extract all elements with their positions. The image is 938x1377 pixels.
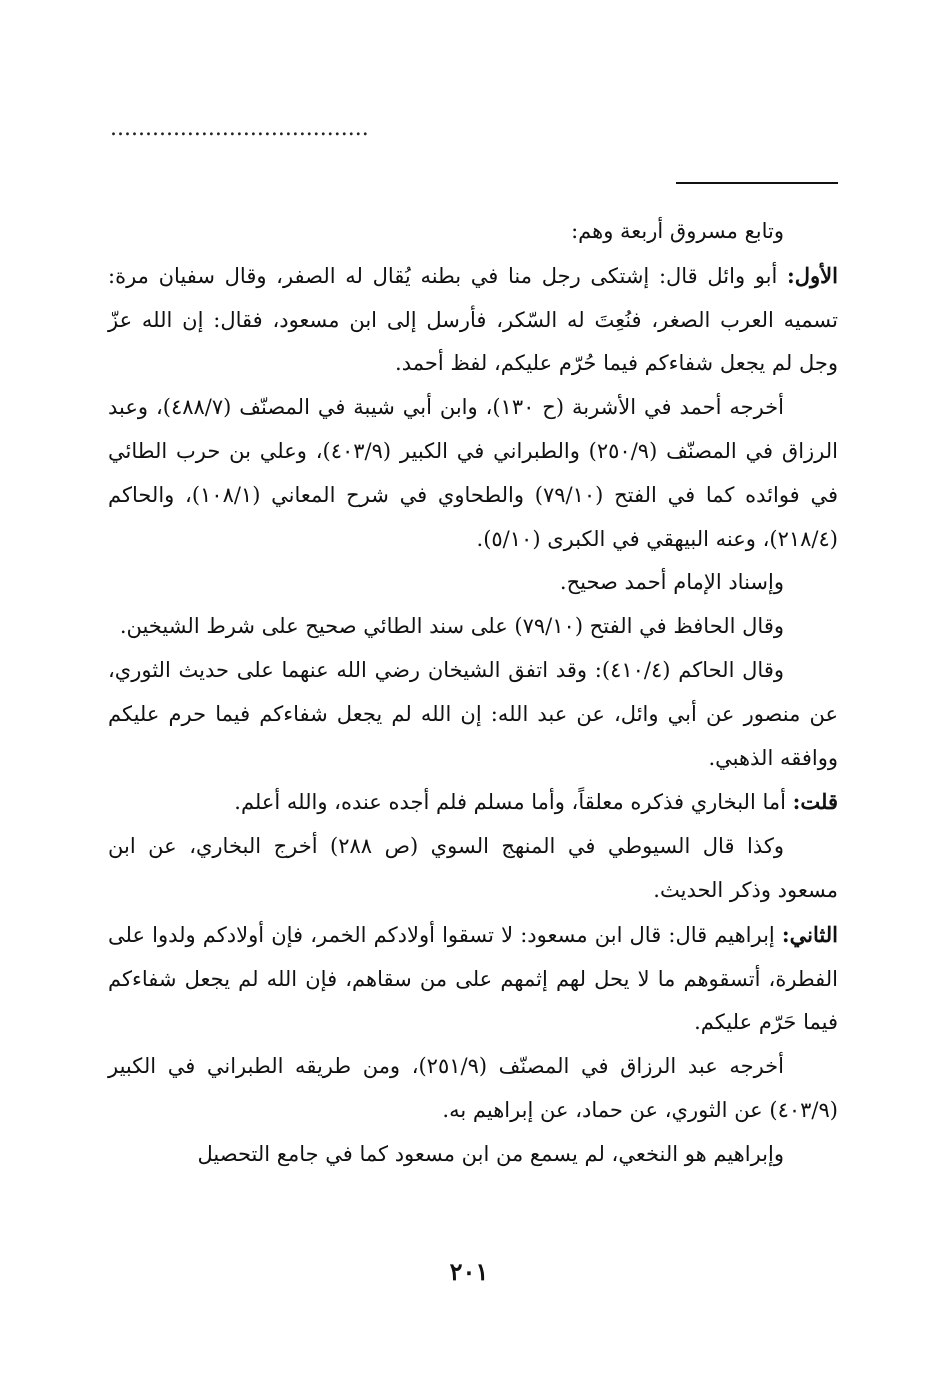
paragraph-second-narration: الثاني: إبراهيم قال: قال ابن مسعود: لا تسقوا أولادكم الخمر، فإن أولادكم ولدوا على الفطرة، أتسقوهم ما لا يحل لهم إثمهم على من سقاهم، فإن الله لم يجعل شفاءكم فيما حَرّم عليكم. (108, 921, 838, 1035)
page-number: ٢٠١ (449, 1257, 489, 1286)
paragraph-first-narration: الأول: أبو وائل قال: إشتكى رجل منا في بطنه يُقال له الصفر، وقال سفيان مرة: تسميه العرب الصغر، فنُعِتَ له السّكر، فأرسل إلى ابن مسعود، فقال: إن الله عزّ وجل لم يجعل شفاءكم فيما حُرّم عليكم، لفظ أحمد. (108, 262, 838, 376)
paragraph-lead: الثاني: (781, 921, 838, 947)
paragraph-isnad: وإسناد الإمام أحمد صحيح. (559, 570, 784, 595)
paragraph-intro: وتابع مسروق أربعة وهم: (571, 219, 784, 243)
paragraph-nakhai: وإبراهيم هو النخعي، لم يسمع من ابن مسعود كما في جامع التحصيل (197, 1141, 784, 1166)
paragraph-qultu: قلت: أما البخاري فذكره معلقاً، وأما مسلم فلم أجده عنده، والله أعلم. (234, 789, 838, 815)
paragraph-hakim: وقال الحاكم (٤١٠/٤): وقد اتفق الشيخان رضي الله عنهما على حديث الثوري، عن منصور عن أبي وائل، عن عبد الله: إن الله لم يجعل شفاءكم فيما حرم عليكم ووافقه الذهبي. (108, 657, 838, 770)
page-body (108, 210, 838, 1177)
header-dotted-line: ..................................... (110, 118, 369, 140)
paragraph-hafiz: وقال الحافظ في الفتح (٧٩/١٠) على سند الطائي صحيح على شرط الشيخين. (119, 614, 784, 639)
paragraph-takhrij-1: أخرجه أحمد في الأشربة (ح ١٣٠)، وابن أبي شيبة في المصنّف (٤٨٨/٧)، وعبد الرزاق في المصنّف (٢٥٠/٩) والطبراني في الكبير (٤٠٣/٩)، وعلي بن حرب الطائي في فوائده كما في الفتح (٧٩/١٠) والطحاوي في شرح المعاني (١٠٨/١)، والحاكم (٢١٨/٤)، وعنه البيهقي في الكبرى (٥/١٠). (108, 395, 838, 551)
footnote-separator-rule (676, 182, 838, 184)
paragraph-takhrij-2: أخرجه عبد الرزاق في المصنّف (٢٥١/٩)، ومن طريقه الطبراني في الكبير (٤٠٣/٩) عن الثوري، عن حماد، عن إبراهيم به. (108, 1054, 838, 1122)
paragraph-lead: قلت: (792, 789, 838, 815)
paragraph-suyuti: وكذا قال السيوطي في المنهج السوي (ص ٢٨٨) أخرج البخاري، عن ابن مسعود وذكر الحديث. (108, 834, 838, 902)
paragraph-lead: الأول: (787, 262, 838, 288)
